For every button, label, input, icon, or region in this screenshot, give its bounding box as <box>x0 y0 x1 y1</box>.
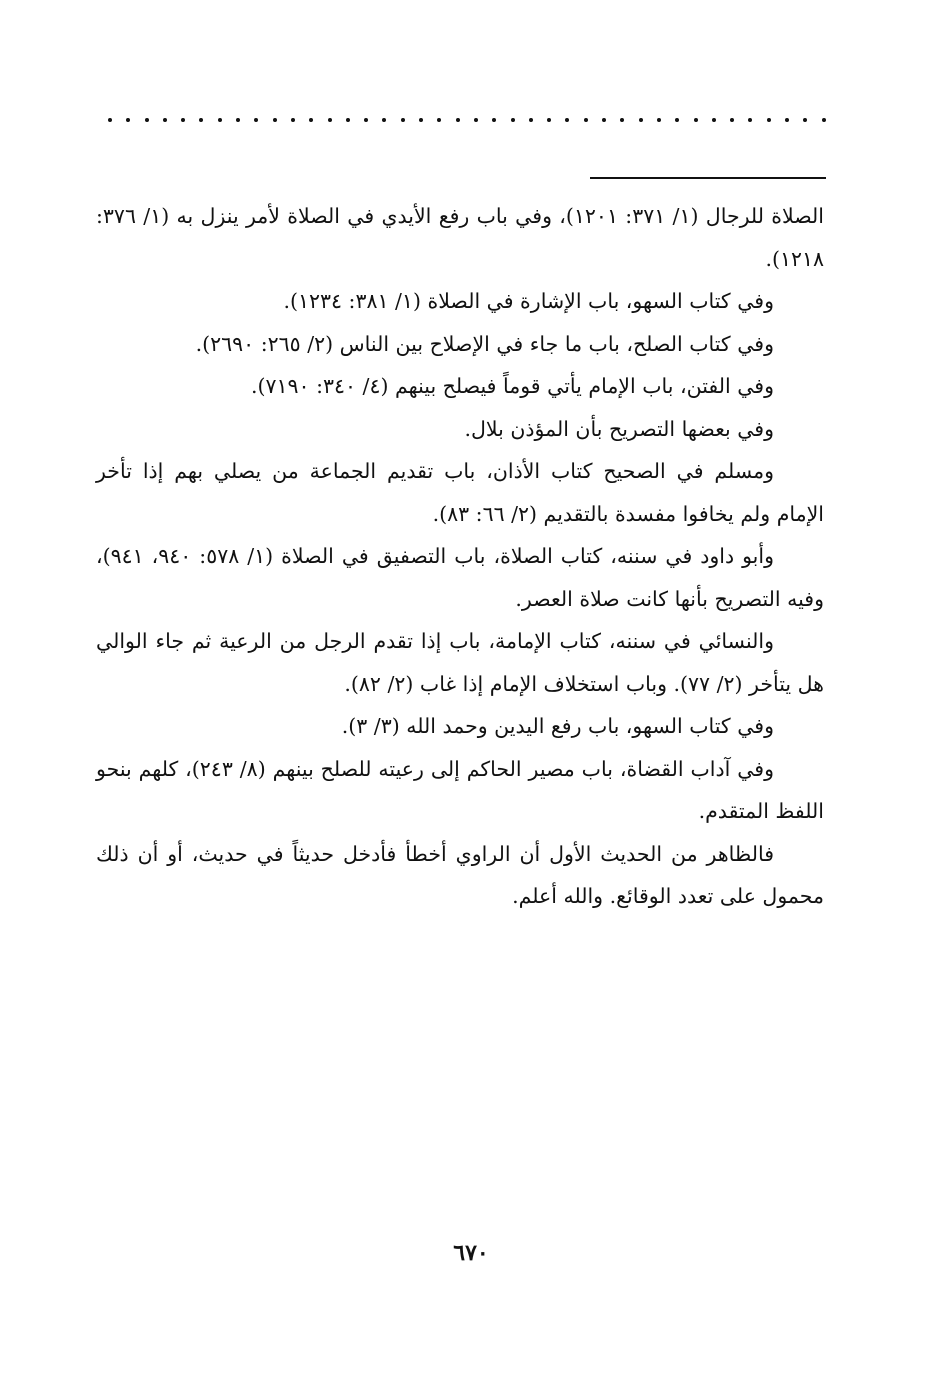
dotted-separator <box>108 112 826 128</box>
separator-dot <box>785 118 789 122</box>
separator-dot <box>511 118 515 122</box>
separator-dot <box>126 118 130 122</box>
separator-dot <box>456 118 460 122</box>
footnote-paragraph: وفي بعضها التصريح بأن المؤذن بلال. <box>464 416 774 441</box>
separator-dot <box>437 118 441 122</box>
separator-dot <box>712 118 716 122</box>
separator-dot <box>108 118 112 122</box>
separator-dot <box>309 118 313 122</box>
footnote-body <box>96 195 824 918</box>
separator-dot <box>199 118 203 122</box>
separator-dot <box>657 118 661 122</box>
footnote-paragraph: ومسلم في الصحيح كتاب الأذان، باب تقديم الجماعة من يصلي بهم إذا تأخر الإمام ولم يخافوا مفسدة بالتقديم (٢/ ٦٦: ٨٣). <box>96 459 824 526</box>
separator-dot <box>620 118 624 122</box>
separator-dot <box>803 118 807 122</box>
footnote-paragraph: وأبو داود في سننه، كتاب الصلاة، باب التصفيق في الصلاة (١/ ٥٧٨: ٩٤٠، ٩٤١)، وفيه التصريح بأنها كانت صلاة العصر. <box>96 544 824 611</box>
separator-dot <box>163 118 167 122</box>
separator-dot <box>254 118 258 122</box>
footnote-paragraph: الصلاة للرجال (١/ ٣٧١: ١٢٠١)، وفي باب رفع الأيدي في الصلاة لأمر ينزل به (١/ ٣٧٦: ١٢١٨). <box>96 204 824 271</box>
footnote-paragraph: وفي آداب القضاة، باب مصير الحاكم إلى رعيته للصلح بينهم (٨/ ٢٤٣)، كلهم بنحو اللفظ المتقدم. <box>96 756 824 823</box>
separator-dot <box>529 118 533 122</box>
separator-dot <box>218 118 222 122</box>
footnote-rule <box>590 177 826 179</box>
separator-dot <box>639 118 643 122</box>
separator-dot <box>273 118 277 122</box>
footnote-paragraph: وفي كتاب السهو، باب رفع اليدين وحمد الله (٣/ ٣). <box>341 714 774 738</box>
footnote-paragraph: والنسائي في سننه، كتاب الإمامة، باب إذا تقدم الرجل من الرعية ثم جاء الوالي هل يتأخر (٢/ ٧٧). وباب استخلاف الإمام إذا غاب (٢/ ٨٢). <box>96 629 824 696</box>
separator-dot <box>474 118 478 122</box>
separator-dot <box>346 118 350 122</box>
page-number: ٦٧٠ <box>453 1240 489 1266</box>
separator-dot <box>547 118 551 122</box>
separator-dot <box>145 118 149 122</box>
separator-dot <box>694 118 698 122</box>
separator-dot <box>382 118 386 122</box>
separator-dot <box>419 118 423 122</box>
separator-dot <box>328 118 332 122</box>
separator-dot <box>822 118 826 122</box>
footnote-paragraph: وفي كتاب السهو، باب الإشارة في الصلاة (١/ ٣٨١: ١٢٣٤). <box>283 289 774 313</box>
separator-dot <box>181 118 185 122</box>
separator-dot <box>767 118 771 122</box>
separator-dot <box>565 118 569 122</box>
separator-dot <box>291 118 295 122</box>
separator-dot <box>401 118 405 122</box>
separator-dot <box>675 118 679 122</box>
separator-dot <box>730 118 734 122</box>
footnote-paragraph: وفي الفتن، باب الإمام يأتي قوماً فيصلح بينهم (٤/ ٣٤٠: ٧١٩٠). <box>250 374 774 398</box>
separator-dot <box>236 118 240 122</box>
footnote-paragraph: فالظاهر من الحديث الأول أن الراوي أخطأ فأدخل حديثاً في حديث، أو أن ذلك محمول على تعدد الوقائع. والله أعلم. <box>96 841 824 908</box>
footnote-paragraph: وفي كتاب الصلح، باب ما جاء في الإصلاح بين الناس (٢/ ٢٦٥: ٢٦٩٠). <box>195 331 774 356</box>
separator-dot <box>584 118 588 122</box>
separator-dot <box>602 118 606 122</box>
separator-dot <box>748 118 752 122</box>
separator-dot <box>492 118 496 122</box>
separator-dot <box>364 118 368 122</box>
